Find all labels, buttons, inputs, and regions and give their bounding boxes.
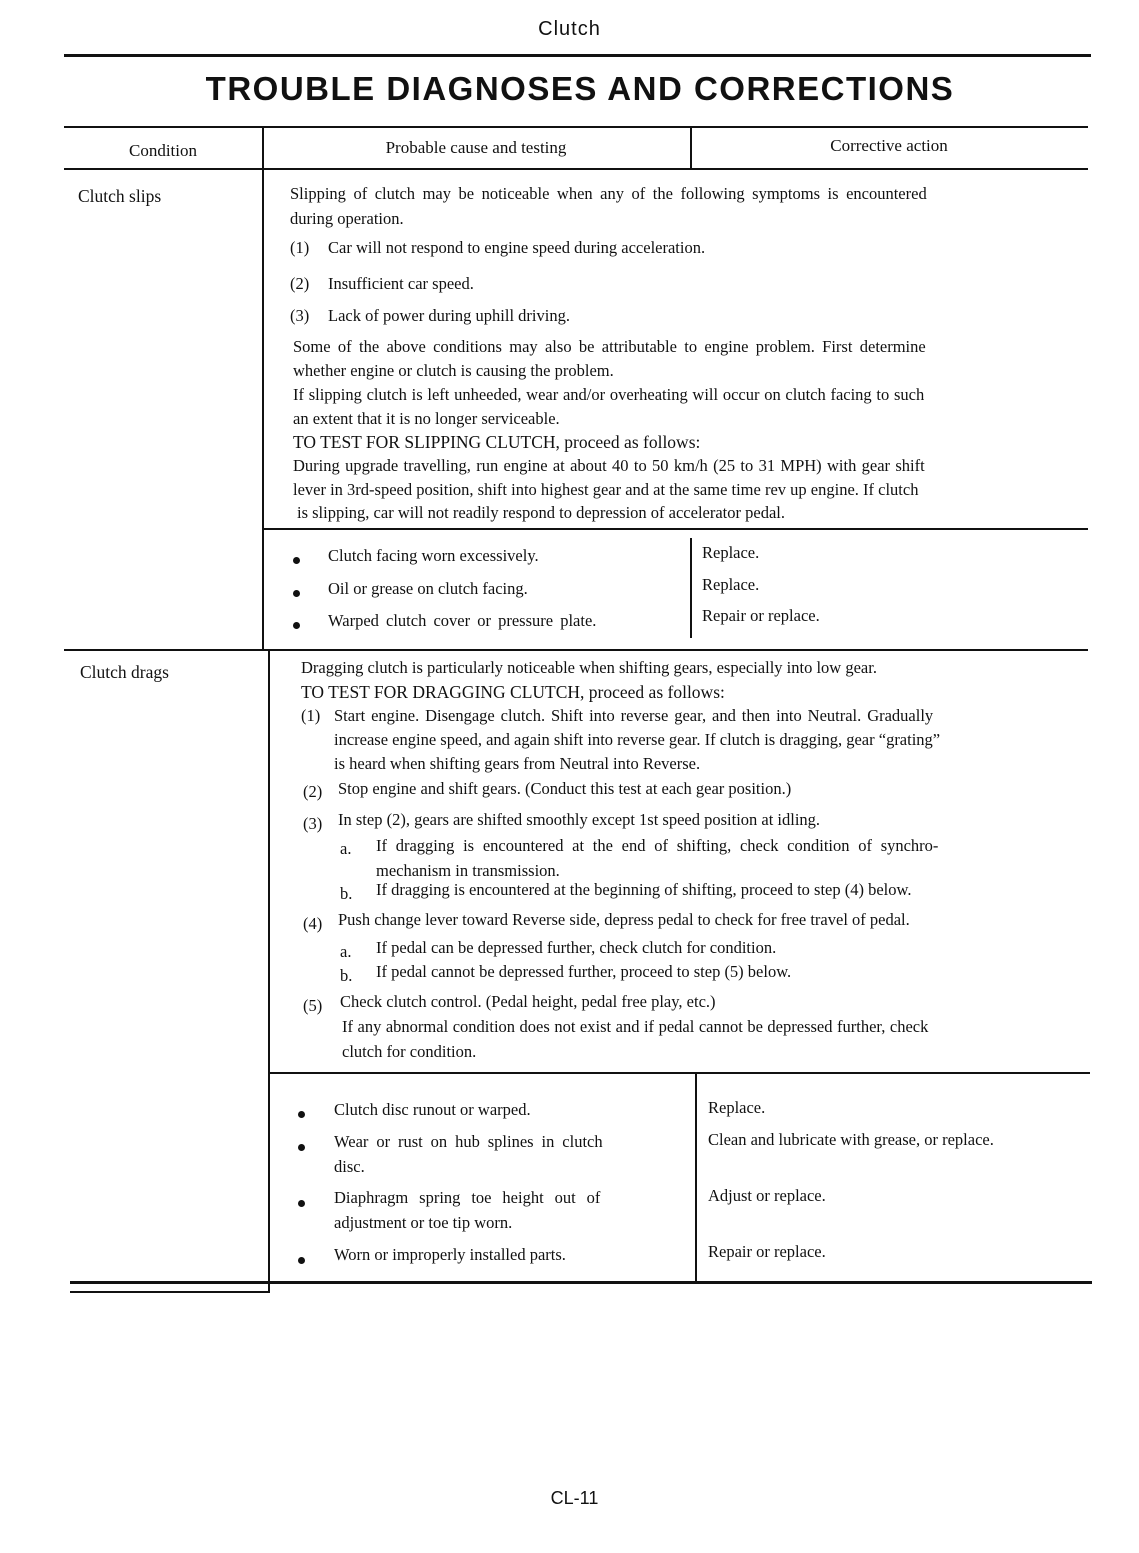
cause-text: adjustment or toe tip worn. — [334, 1213, 513, 1232]
table-bottom-rule — [70, 1281, 1092, 1284]
slips-paragraph-line: is slipping, car will not readily respond to depression of accelerator pedal. — [297, 503, 785, 522]
action-column-divider — [695, 1073, 697, 1283]
action-text: Replace. — [702, 543, 760, 562]
condition-clutch-slips: Clutch slips — [78, 186, 162, 206]
bullet-icon — [293, 557, 300, 564]
cause-text: Warped clutch cover or pressure plate. — [328, 611, 597, 630]
table-header-rule — [64, 168, 1088, 170]
slips-paragraph-line: lever in 3rd-speed position, shift into highest gear and at the same time rev up engine. If clutch — [293, 480, 919, 499]
cause-text: Clutch disc runout or warped. — [334, 1100, 531, 1119]
step-text: increase engine speed, and again shift into reverse gear. If clutch is dragging, gear “grating” — [334, 730, 941, 749]
cause-text: disc. — [334, 1157, 365, 1176]
action-text: Adjust or replace. — [708, 1186, 826, 1205]
substep-text: If dragging is encountered at the beginning of shifting, proceed to step (4) below. — [376, 880, 912, 899]
step-number: (5) — [303, 996, 323, 1015]
bullet-icon — [293, 622, 300, 629]
cause-text: Worn or improperly installed parts. — [334, 1245, 566, 1264]
step-text: clutch for condition. — [342, 1042, 477, 1061]
slips-causes-rule — [263, 528, 1088, 530]
table-top-rule — [64, 126, 1088, 128]
symptom-text: Lack of power during uphill driving. — [328, 306, 570, 325]
page-number: CL-11 — [550, 1488, 599, 1508]
symptom-text: Insufficient car speed. — [328, 274, 474, 293]
page-title: TROUBLE DIAGNOSES AND CORRECTIONS — [205, 70, 955, 107]
step-number: (4) — [303, 914, 323, 933]
cause-text: Oil or grease on clutch facing. — [328, 579, 528, 598]
cause-text: Wear or rust on hub splines in clutch — [334, 1132, 603, 1151]
condition-divider — [64, 649, 1088, 651]
bullet-icon — [298, 1144, 305, 1151]
bullet-icon — [298, 1200, 305, 1207]
column-divider — [268, 649, 270, 1292]
substep-text: If pedal can be depressed further, check clutch for condition. — [376, 938, 777, 957]
substep-text: If pedal cannot be depressed further, proceed to step (5) below. — [376, 962, 792, 981]
cause-text: Clutch facing worn excessively. — [328, 546, 539, 565]
action-text: Replace. — [708, 1098, 766, 1117]
bullet-icon — [293, 590, 300, 597]
column-header-corrective-action: Corrective action — [830, 136, 948, 155]
slips-intro-line: Slipping of clutch may be noticeable when any of the following symptoms is encountered — [290, 184, 927, 203]
symptom-number: (2) — [290, 274, 310, 293]
bullet-icon — [298, 1111, 305, 1118]
step-text: Push change lever toward Reverse side, depress pedal to check for free travel of pedal. — [338, 910, 910, 929]
slips-paragraph-line: TO TEST FOR SLIPPING CLUTCH, proceed as follows: — [293, 432, 701, 452]
slips-paragraph-line: an extent that it is no longer serviceable. — [293, 409, 560, 428]
slips-paragraph-line: Some of the above conditions may also be attributable to engine problem. First determine — [293, 337, 926, 356]
column-divider — [262, 126, 264, 650]
action-text: Clean and lubricate with grease, or replace. — [708, 1130, 994, 1149]
step-text: In step (2), gears are shifted smoothly except 1st speed position at idling. — [338, 810, 821, 829]
substep-letter: a. — [340, 839, 352, 858]
substep-text: If dragging is encountered at the end of shifting, check condition of synchro- — [376, 836, 939, 855]
step-text: If any abnormal condition does not exist and if pedal cannot be depressed further, check — [342, 1017, 929, 1036]
symptom-number: (3) — [290, 306, 310, 325]
step-number: (2) — [303, 782, 323, 801]
symptom-text: Car will not respond to engine speed during acceleration. — [328, 238, 706, 257]
bullet-icon — [298, 1257, 305, 1264]
action-text: Replace. — [702, 575, 760, 594]
step-text: Stop engine and shift gears. (Conduct this test at each gear position.) — [338, 779, 792, 798]
step-number: (3) — [303, 814, 323, 833]
step-text: is heard when shifting gears from Neutral into Reverse. — [334, 754, 701, 773]
cause-text: Diaphragm spring toe height out of — [334, 1188, 601, 1207]
action-text: Repair or replace. — [702, 606, 820, 625]
slips-intro-line: during operation. — [290, 209, 404, 228]
header-rule — [64, 54, 1091, 57]
action-text: Repair or replace. — [708, 1242, 826, 1261]
condition-clutch-drags: Clutch drags — [80, 662, 169, 682]
slips-paragraph-line: whether engine or clutch is causing the problem. — [293, 361, 614, 380]
section-header: Clutch — [538, 18, 601, 40]
step-number: (1) — [301, 706, 321, 725]
column-header-probable-cause: Probable cause and testing — [385, 138, 567, 157]
substep-letter: b. — [340, 884, 353, 903]
step-text: Check clutch control. (Pedal height, pedal free play, etc.) — [340, 992, 716, 1011]
step-text: Start engine. Disengage clutch. Shift into reverse gear, and then into Neutral. Gradually — [334, 706, 934, 725]
drags-line: Dragging clutch is particularly noticeable when shifting gears, especially into low gear. — [301, 658, 877, 677]
table-bottom-rule — [70, 1291, 270, 1293]
symptom-number: (1) — [290, 238, 310, 257]
action-column-divider — [690, 538, 692, 638]
slips-paragraph-line: During upgrade travelling, run engine at about 40 to 50 km/h (25 to 31 MPH) with gear shift — [293, 456, 925, 475]
drags-line: TO TEST FOR DRAGGING CLUTCH, proceed as follows: — [301, 682, 725, 702]
slips-paragraph-line: If slipping clutch is left unheeded, wear and/or overheating will occur on clutch facing to such — [293, 385, 925, 404]
substep-letter: b. — [340, 966, 353, 985]
substep-letter: a. — [340, 942, 352, 961]
substep-text: mechanism in transmission. — [376, 861, 560, 880]
drags-causes-rule — [269, 1072, 1090, 1074]
column-header-condition: Condition — [128, 141, 197, 160]
